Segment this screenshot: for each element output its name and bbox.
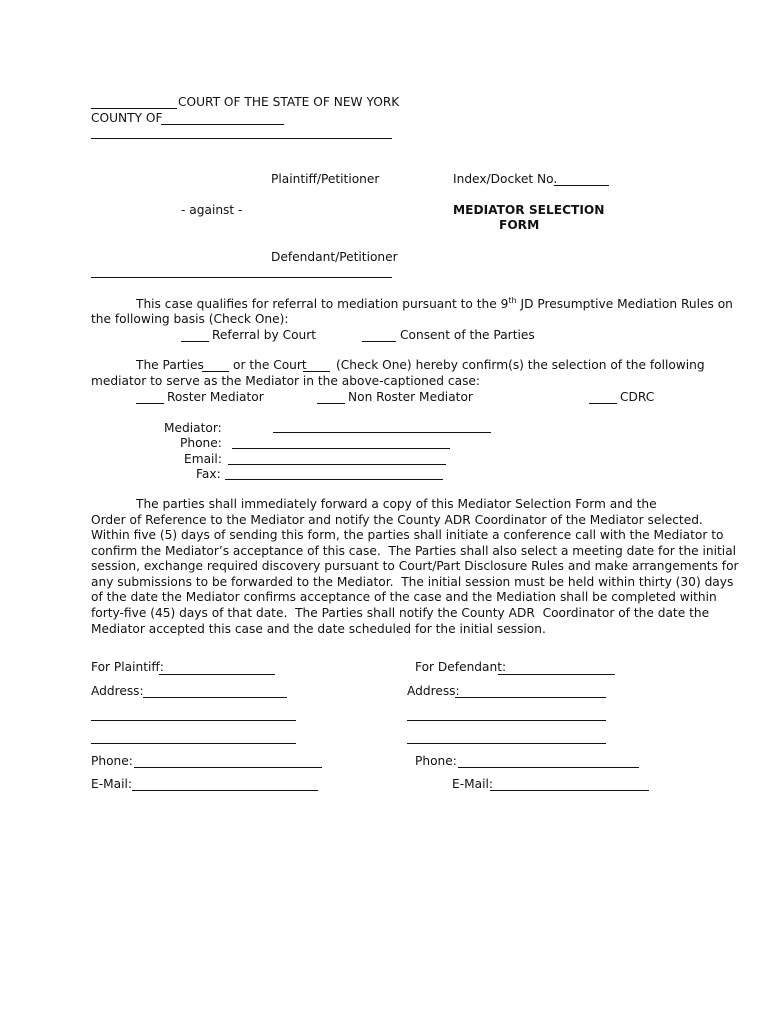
against-label: - against - [181, 203, 243, 217]
cdrc-label: CDRC [620, 390, 655, 404]
consent-of-parties-checkline[interactable] [362, 327, 396, 342]
defendant-address-field-2[interactable] [407, 706, 606, 721]
defendant-email-field[interactable] [490, 776, 649, 791]
instructions-line: The parties shall immediately forward a copy of this Mediator Selection Form and the [136, 497, 657, 511]
defendant-phone-field[interactable] [458, 753, 639, 768]
mediator-name-field[interactable] [273, 418, 491, 433]
index-docket-field[interactable] [554, 171, 609, 186]
ordinal-superscript: th [508, 295, 517, 305]
caption-top-rule [91, 138, 392, 139]
mediator-email-label: Email: [184, 452, 222, 466]
court-title: COURT OF THE STATE OF NEW YORK [178, 95, 400, 109]
roster-mediator-label: Roster Mediator [167, 390, 264, 404]
for-plaintiff-field[interactable] [159, 660, 275, 675]
mediator-phone-label: Phone: [180, 436, 222, 450]
court-checkline[interactable] [303, 357, 330, 372]
roster-mediator-checkline[interactable] [136, 389, 164, 404]
plaintiff-label: Plaintiff/Petitioner [271, 172, 380, 186]
for-defendant-field[interactable] [498, 660, 615, 675]
parties-checkline[interactable] [202, 357, 229, 372]
mediator-phone-field[interactable] [232, 434, 450, 449]
form-title-line2: FORM [499, 218, 540, 232]
for-defendant-label: For Defendant: [415, 660, 507, 674]
qualification-line2: the following basis (Check One): [91, 312, 289, 326]
defendant-email-label: E-Mail: [452, 777, 493, 791]
cdrc-checkline[interactable] [589, 389, 617, 404]
consent-of-parties-label: Consent of the Parties [400, 328, 535, 342]
plaintiff-email-label: E-Mail: [91, 777, 132, 791]
plaintiff-address-field-3[interactable] [91, 729, 296, 744]
for-plaintiff-label: For Plaintiff: [91, 660, 164, 674]
instructions-line: session, exchange required discovery pursuant to Court/Part Disclosure Rules and make arrangements for [91, 559, 739, 573]
court-label: or the Court [233, 358, 307, 372]
parties-label: The Parties [136, 358, 204, 372]
defendant-label: Defendant/Petitioner [271, 250, 398, 264]
plaintiff-address-field-2[interactable] [91, 706, 296, 721]
confirm-line2: mediator to serve as the Mediator in the above-captioned case: [91, 374, 481, 388]
instructions-line: any submissions to be forwarded to the Mediator. The initial session must be held within thirty (30) days [91, 575, 734, 589]
instructions-line: confirm the Mediator’s acceptance of this case. The Parties shall also select a meeting date for the initial [91, 544, 737, 558]
county-label: COUNTY OF [91, 111, 163, 125]
defendant-address-field-1[interactable] [455, 683, 606, 698]
mediator-fax-field[interactable] [225, 465, 443, 480]
instructions-line: Mediator accepted this case and the date scheduled for the initial session. [91, 622, 546, 636]
index-docket-label: Index/Docket No. [453, 172, 558, 186]
non-roster-mediator-label: Non Roster Mediator [348, 390, 473, 404]
caption-bottom-rule [91, 277, 392, 278]
non-roster-mediator-checkline[interactable] [317, 389, 345, 404]
instructions-line: Within five (5) days of sending this form, the parties shall initiate a conference call with the Mediator to [91, 528, 724, 542]
plaintiff-address-field-1[interactable] [143, 683, 287, 698]
qualification-line1: This case qualifies for referral to mediation pursuant to the 9th JD Presumptive Mediation Rules on [136, 295, 733, 311]
mediator-label: Mediator: [164, 421, 222, 435]
defendant-phone-label: Phone: [415, 754, 457, 768]
plaintiff-email-field[interactable] [132, 776, 318, 791]
referral-by-court-label: Referral by Court [212, 328, 317, 342]
plaintiff-phone-field[interactable] [134, 753, 322, 768]
plaintiff-phone-label: Phone: [91, 754, 133, 768]
defendant-address-field-3[interactable] [407, 729, 606, 744]
mediator-email-field[interactable] [228, 450, 446, 465]
defendant-address-label: Address: [407, 684, 460, 698]
confirm-text: (Check One) hereby confirm(s) the selection of the following [336, 358, 705, 372]
court-name-field[interactable] [91, 94, 177, 109]
county-field[interactable] [161, 110, 284, 125]
mediator-fax-label: Fax: [196, 467, 221, 481]
plaintiff-address-label: Address: [91, 684, 144, 698]
instructions-line: of the date the Mediator confirms acceptance of the case and the Mediation shall be completed within [91, 590, 717, 604]
form-title-line1: MEDIATOR SELECTION [453, 203, 605, 217]
referral-by-court-checkline[interactable] [181, 327, 209, 342]
instructions-line: Order of Reference to the Mediator and notify the County ADR Coordinator of the Mediator selected. [91, 513, 703, 527]
instructions-line: forty-five (45) days of that date. The Parties shall notify the County ADR Coordinator of the date the [91, 606, 710, 620]
